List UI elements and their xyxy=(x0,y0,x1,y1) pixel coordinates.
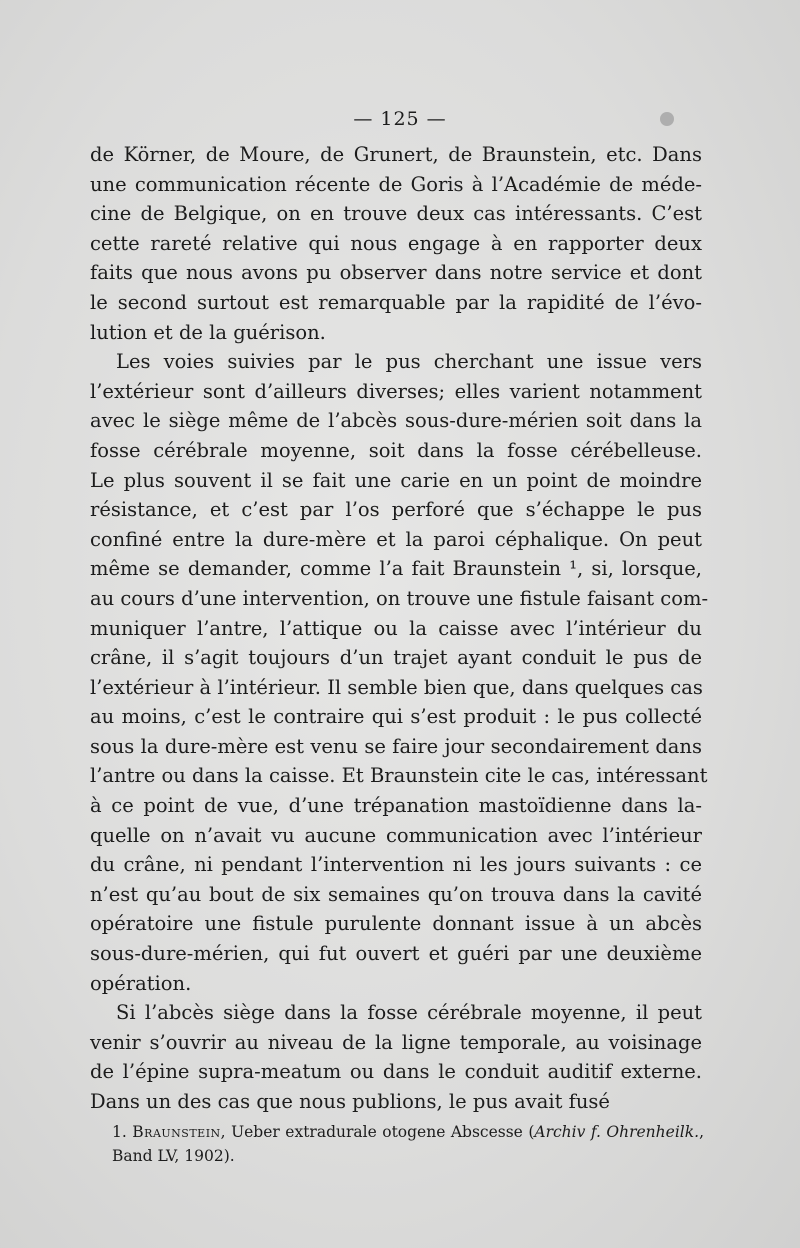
text-line: une communication récente de Goris à l’Académie de méde- xyxy=(90,172,702,196)
paragraph xyxy=(90,998,702,1116)
footnote-title: , Ueber extradurale otogene Abscesse ( xyxy=(220,1123,535,1141)
paragraph xyxy=(90,140,702,347)
body-text xyxy=(90,140,709,1117)
text-line: du crâne, ni pendant l’intervention ni les jours suivants : ce xyxy=(90,853,702,877)
text-line: opératoire une fistule purulente donnant issue à un abcès xyxy=(90,912,702,936)
text-line: l’extérieur sont d’ailleurs diverses; elles varient notamment xyxy=(90,379,702,403)
text-line: sous la dure-mère est venu se faire jour secondairement dans xyxy=(90,734,702,758)
footnote-line-1 xyxy=(112,1120,704,1144)
ink-spot-mark xyxy=(660,112,674,126)
text-line: sous-dure-mérien, qui fut ouvert et guéri par une deuxième xyxy=(90,942,702,966)
text-line: n’est qu’au bout de six semaines qu’on trouva dans la cavité xyxy=(90,882,702,906)
text-line: même se demander, comme l’a fait Braunstein ¹, si, lorsque, xyxy=(90,557,702,581)
footnote-line-2: Band LV, 1902). xyxy=(112,1147,235,1165)
paragraph xyxy=(90,347,709,998)
text-line: au moins, c’est le contraire qui s’est produit : le pus collecté xyxy=(90,705,702,729)
text-line: cine de Belgique, on en trouve deux cas intéressants. C’est xyxy=(90,202,702,226)
text-line: le second surtout est remarquable par la rapidité de l’évo- xyxy=(90,290,702,314)
text-line: avec le siège même de l’abcès sous-dure-mérien soit dans la xyxy=(90,409,702,433)
text-line: cette rareté relative qui nous engage à en rapporter deux xyxy=(90,231,702,255)
text-line: opération. xyxy=(90,971,192,995)
text-line: Le plus souvent il se fait une carie en un point de moindre xyxy=(90,468,702,492)
text-line: Les voies suivies par le pus cherchant une issue vers xyxy=(116,350,702,374)
text-line: à ce point de vue, d’une trépanation mastoïdienne dans la- xyxy=(90,794,702,818)
text-line: l’extérieur à l’intérieur. Il semble bien que, dans quelques cas xyxy=(90,675,703,699)
page-number: — 125 — xyxy=(353,108,447,130)
footnote-author: Braunstein xyxy=(132,1123,221,1141)
text-line: l’antre ou dans la caisse. Et Braunstein cite le cas, intéressant xyxy=(90,764,708,788)
text-line: Si l’abcès siège dans la fosse cérébrale moyenne, il peut xyxy=(116,1001,702,1025)
text-line: crâne, il s’agit toujours d’un trajet ayant conduit le pus de xyxy=(90,646,702,670)
footnote-journal: Archiv f. Ohrenheilk. xyxy=(534,1123,700,1141)
text-line: Dans un des cas que nous publions, le pus avait fusé xyxy=(90,1090,610,1113)
text-line: muniquer l’antre, l’attique ou la caisse avec l’intérieur du xyxy=(90,616,702,640)
text-line: de Körner, de Moure, de Grunert, de Braunstein, etc. Dans xyxy=(90,143,702,166)
text-line: lution et de la guérison. xyxy=(90,320,326,344)
text-line: résistance, et c’est par l’os perforé que s’échappe le pus xyxy=(90,498,702,522)
text-line: au cours d’une intervention, on trouve une fistule faisant com- xyxy=(90,586,709,610)
footnote xyxy=(112,1120,704,1168)
text-line: venir s’ouvrir au niveau de la ligne temporale, au voisinage xyxy=(90,1030,702,1054)
footnote-number: 1. xyxy=(112,1123,127,1141)
text-line: de l’épine supra-meatum ou dans le conduit auditif externe. xyxy=(90,1060,702,1084)
text-line: faits que nous avons pu observer dans notre service et dont xyxy=(90,261,702,285)
footnote-text-end: , xyxy=(699,1123,704,1141)
text-line: quelle on n’avait vu aucune communication avec l’intérieur xyxy=(90,823,702,847)
text-line: fosse cérébrale moyenne, soit dans la fosse cérébelleuse. xyxy=(90,438,702,462)
text-line: confiné entre la dure-mère et la paroi céphalique. On peut xyxy=(90,527,702,551)
